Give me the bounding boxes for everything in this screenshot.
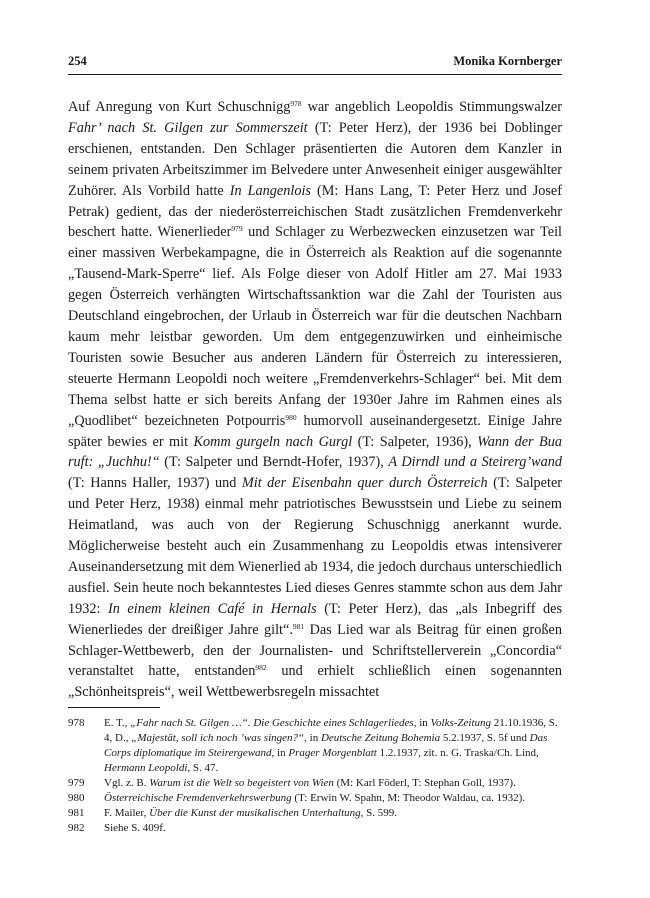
footnote-979: [68, 776, 562, 791]
body-italic-title: Komm gurgeln nach Gurgl: [193, 433, 353, 450]
footnote-reference: 981: [292, 621, 305, 631]
footnote-italic-title: Deutsche Zeitung Bohemia: [320, 732, 441, 744]
footnote-italic-title: Warum ist die Welt so begeistert von Wien: [149, 777, 334, 789]
body-italic-title: A Dirndl und a Steirerg’wand: [388, 454, 562, 471]
footnote-text: Vgl. z. B.: [104, 777, 150, 789]
footnote-number: 979: [68, 777, 85, 789]
body-text: und erhielt schließlich einen sogenannten „Schönheitspreis“, weil Wettbewerbsregeln missachtet: [68, 663, 563, 701]
footnote-separator: [68, 707, 160, 708]
body-text: (T: Peter Herz), das „als Inbegriff des Wienerliedes der dreißiger Jahre gilt“.: [68, 600, 562, 638]
footnote-text: [104, 776, 562, 791]
footnote-text: 1.2.1937, zit. n. G. Traska/Ch. Lind,: [376, 747, 539, 759]
body-text: (T: Salpeter und Peter Herz, 1938) einmal mehr patriotisches Bewusstsein und Liebe zu seinem Heimatland, was auch von der Regierung Schuschnigg anerkannt wurde. Möglicherweise besteht auch ein Zusammenhang zu Leopoldis etwas intensiverer Auseinandersetzung mit dem Wienerlied ab 1934, die jedoch durchaus unterschiedlich ausfiel. Sein heute noch bekanntestes Lied dieses Genres stammte schon aus dem Jahr 1932:: [68, 475, 563, 617]
page-number: 254: [68, 54, 87, 68]
footnote-982: [68, 821, 562, 836]
body-text: humorvoll auseinandergesetzt. Einige Jahre später bewies er mit: [68, 412, 562, 450]
footnote-978: [68, 716, 562, 776]
footnote-text: , in: [413, 717, 431, 729]
body-text: (M: Hans Lang, T: Peter Herz und Josef Petrak) gedient, das der niederösterreichischen Stadt zusätzlichen Fremdenverkehr beschert hatte. Wienerlieder: [68, 182, 563, 241]
footnote-text: (M: Karl Föderl, T: Stephan Goll, 1937).: [333, 777, 516, 789]
body-italic-title: Fahr’ nach St. Gilgen zur Sommerszeit: [68, 119, 308, 136]
body-text: (T: Salpeter und Berndt-Hofer, 1937),: [159, 454, 389, 471]
body-text: Auf Anregung von Kurt Schuschnigg: [68, 99, 291, 115]
running-head-author: Monika Kornberger: [453, 54, 562, 68]
footnote-italic-title: Über die Kunst der musikalischen Unterhaltung: [149, 807, 361, 819]
footnote-text: [104, 791, 562, 806]
footnote-text: 5.2.1937, S. 5f und: [440, 732, 530, 744]
running-header: [68, 54, 562, 69]
header-rule: [68, 74, 562, 75]
body-text: [68, 97, 562, 703]
footnote-981: [68, 806, 562, 821]
footnote-italic-title: Hermann Leopoldi: [104, 762, 188, 774]
footnote-reference: 982: [255, 663, 267, 673]
footnote-text: , S. 599.: [360, 807, 398, 819]
footnote-text: 21.10.1936, S. 4, D.,: [104, 717, 558, 744]
footnote-text: [104, 821, 562, 836]
footnote-number: 981: [68, 807, 85, 819]
footnote-reference: 979: [231, 224, 243, 234]
body-text: (T: Salpeter, 1936),: [352, 433, 478, 450]
footnote-text: [104, 806, 562, 821]
footnote-reference: 980: [285, 412, 297, 422]
footnote-text: F. Mailer,: [104, 807, 150, 819]
footnote-text: , in: [271, 747, 289, 759]
body-text: und Schlager zu Werbezwecken einzusetzen war Teil einer massiven Werbekampagne, die in Österreich als Reaktion auf die sogenannte „Tausend-Mark-Sperre“ lief. Als Folge dieser von Adolf Hitler am 27. Mai 1933 gegen Österreich verhängten Wirtschaftssanktion war die Zahl der Touristen aus Deutschland eingebrochen, der Urlaub in Österreich war für die deutschen Nachbarn kaum mehr leistbar geworden. Um dem entgegenzuwirken und einheimische Touristen sowie Besucher aus anderen Ländern für Österreich zu interessieren, steuerte Hermann Leopoldi noch weitere „Fremdenverkehrs-Schlager“ bei. Mit dem Thema selbst hatte er sich bereits Anfang der 1930er Jahre im Rahmen eines als „Quodlibet“ bezeichneten Potpourris: [68, 224, 562, 429]
footnote-text: Siehe S. 409f.: [104, 822, 166, 834]
footnote-text: (T: Erwin W. Spahn, M: Theodor Waldau, ca. 1932).: [291, 792, 526, 804]
footnote-980: [68, 791, 562, 806]
body-text: war angeblich Leopoldis Stimmungswalzer: [301, 99, 562, 115]
body-italic-title: In Langenlois: [229, 182, 311, 199]
footnote-italic-title: „Majestät, soll ich noch ’was singen?“: [131, 732, 305, 744]
body-text: (T: Peter Herz), der 1936 bei Doblinger erschienen, entstanden. Den Schlager präsentierten die Autoren dem Kanzler in seinem privaten Arbeitszimmer im Belvedere unter Anwesenheit einiger ausgewählter Zuhörer. Als Vorbild hatte: [68, 119, 563, 199]
footnote-italic-title: Prager Morgenblatt: [288, 747, 377, 759]
footnote-italic-title: „Fahr nach St. Gilgen …“. Die Geschichte eines Schlagerliedes: [130, 717, 414, 729]
body-italic-title: Mit der Eisenbahn quer durch Österreich: [241, 475, 488, 492]
footnote-reference: 978: [290, 99, 302, 108]
footnote-text: E. T.,: [104, 717, 131, 729]
footnotes: [68, 716, 562, 836]
body-paragraph: [68, 97, 562, 703]
body-italic-title: In einem kleinen Café in Hernals: [108, 600, 317, 617]
body-text: (T: Hanns Haller, 1937) und: [68, 475, 242, 492]
footnote-italic-title: Volks-Zeitung: [430, 717, 492, 729]
footnote-number: 980: [68, 792, 85, 804]
body-text: Das Lied war als Beitrag für einen großen Schlager-Wettbewerb, den der Journalisten- und Schriftstellerverein „Concordia“ veranstaltet hatte, entstanden: [68, 621, 562, 680]
footnote-italic-title: Österreichische Fremdenverkehrswerbung: [104, 792, 292, 804]
footnote-text: , in: [304, 732, 321, 744]
footnote-number: 978: [68, 717, 85, 729]
footnote-text: , S. 47.: [187, 762, 219, 774]
footnote-number: 982: [68, 822, 85, 834]
body-italic-title: Wann der Bua ruft: „Juchhu!“: [68, 433, 563, 471]
footnote-text: [104, 716, 562, 776]
footnote-italic-title: Das Corps diplomatique im Steirergewand: [104, 732, 548, 759]
